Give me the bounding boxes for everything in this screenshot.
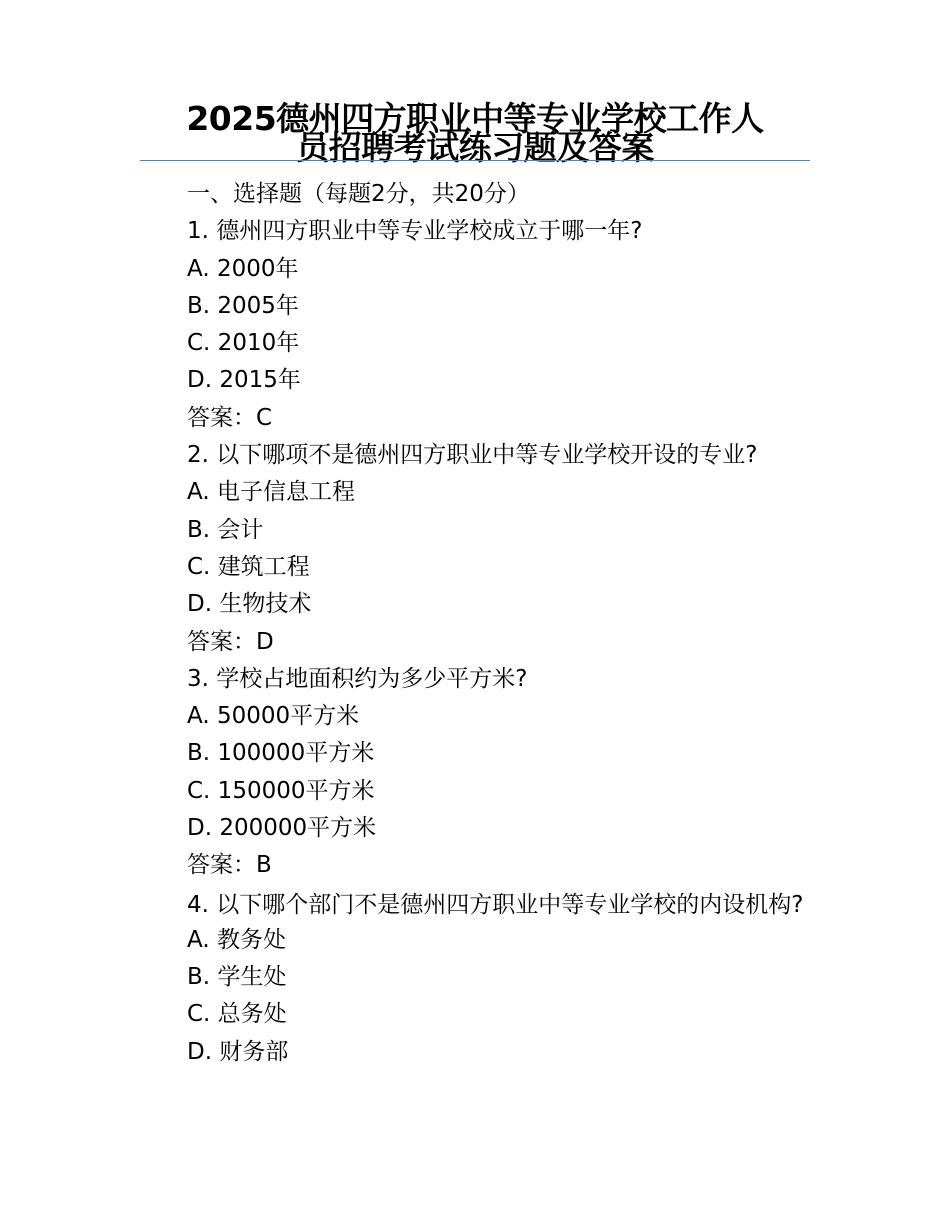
option-a: A. 电子信息工程 <box>187 479 355 506</box>
question-3 <box>140 661 810 885</box>
document-body <box>140 176 810 1071</box>
question-text: 2. 以下哪项不是德州四方职业中等专业学校开设的专业? <box>187 442 758 469</box>
document-title <box>140 99 810 167</box>
question-text: 3. 学校占地面积约为多少平方米? <box>187 665 528 692</box>
option-b: B. 学生处 <box>187 963 287 990</box>
option-b: B. 会计 <box>187 516 264 543</box>
question-4 <box>140 885 810 1071</box>
option-a: A. 2000年 <box>187 255 299 282</box>
option-b: B. 2005年 <box>187 292 299 319</box>
section-heading: 一、选择题（每题2分，共20分） <box>187 181 530 207</box>
option-c: C. 建筑工程 <box>187 553 310 580</box>
title-line-1: 2025德州四方职业中等专业学校工作人 <box>186 99 764 138</box>
question-1 <box>140 213 810 437</box>
question-text: 4. 以下哪个部门不是德州四方职业中等专业学校的内设机构? <box>187 891 804 918</box>
option-d: D. 生物技术 <box>187 591 312 618</box>
option-c: C. 2010年 <box>187 330 300 357</box>
title-line-2: 员招聘考试练习题及答案 <box>296 128 654 167</box>
option-b: B. 100000平方米 <box>187 740 375 767</box>
option-a: A. 50000平方米 <box>187 703 360 730</box>
option-d: D. 财务部 <box>187 1038 289 1065</box>
option-c: C. 150000平方米 <box>187 777 375 804</box>
answer: 答案：C <box>187 404 273 431</box>
option-c: C. 总务处 <box>187 1001 287 1028</box>
answer: 答案：B <box>187 852 272 879</box>
option-d: D. 2015年 <box>187 367 301 394</box>
title-divider <box>140 160 810 161</box>
question-text: 1. 德州四方职业中等专业学校成立于哪一年? <box>187 218 643 245</box>
option-a: A. 教务处 <box>187 926 286 953</box>
question-2 <box>140 437 810 661</box>
option-d: D. 200000平方米 <box>187 815 377 842</box>
answer: 答案：D <box>187 628 274 655</box>
